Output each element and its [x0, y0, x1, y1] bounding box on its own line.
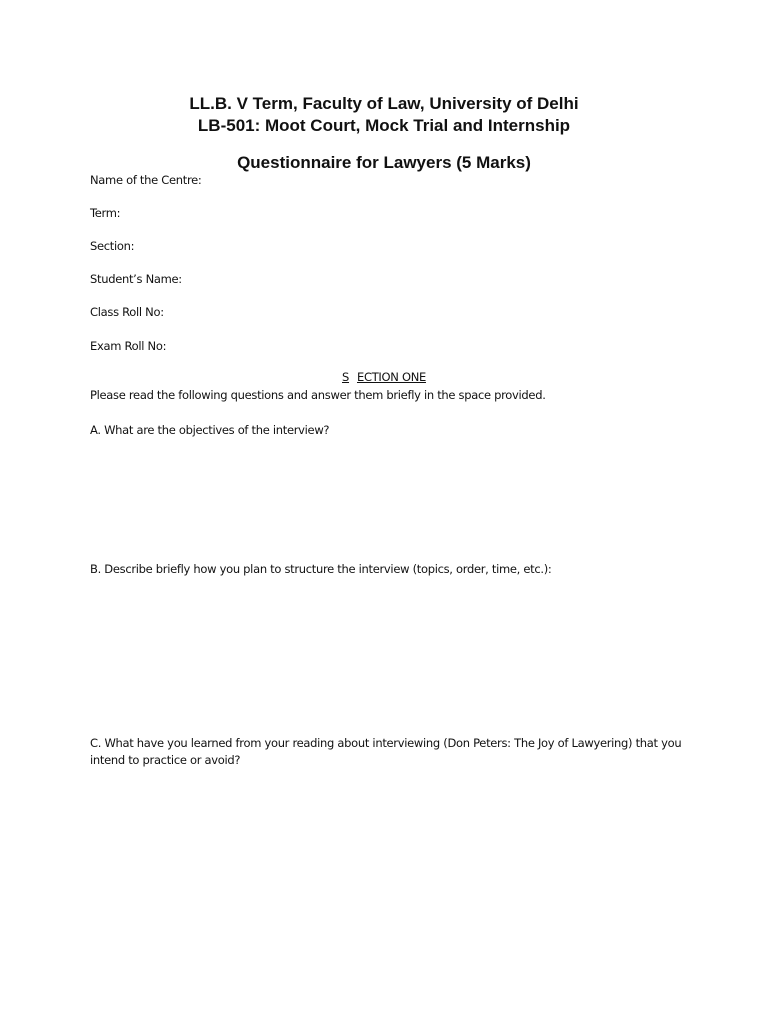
field-student-name: Student’s Name:: [90, 272, 182, 286]
section-heading-rest: ECTION ONE: [357, 370, 426, 384]
field-exam-roll-no: Exam Roll No:: [90, 339, 167, 353]
question-a: A. What are the objectives of the interview?: [90, 423, 330, 437]
question-c: C. What have you learned from your reading about interviewing (Don Peters: The Joy of Lawyering) that you intend to practice or avoid?: [90, 736, 682, 767]
field-class-roll-no: Class Roll No:: [90, 305, 164, 319]
question-b: B. Describe briefly how you plan to structure the interview (topics, order, time, etc.):: [90, 562, 552, 576]
document-title-line-2: LB-501: Moot Court, Mock Trial and Internship: [197, 116, 571, 135]
section-heading-initial: S: [342, 370, 350, 384]
field-centre-name: Name of the Centre:: [90, 173, 202, 187]
section-instructions: Please read the following questions and answer them briefly in the space provided.: [90, 388, 546, 402]
field-section: Section:: [90, 239, 135, 253]
section-heading: [0, 369, 768, 386]
questionnaire-title: Questionnaire for Lawyers (5 Marks): [237, 153, 531, 172]
field-term: Term:: [90, 206, 121, 220]
document-title-line-1: LL.B. V Term, Faculty of Law, University of Delhi: [189, 94, 579, 113]
